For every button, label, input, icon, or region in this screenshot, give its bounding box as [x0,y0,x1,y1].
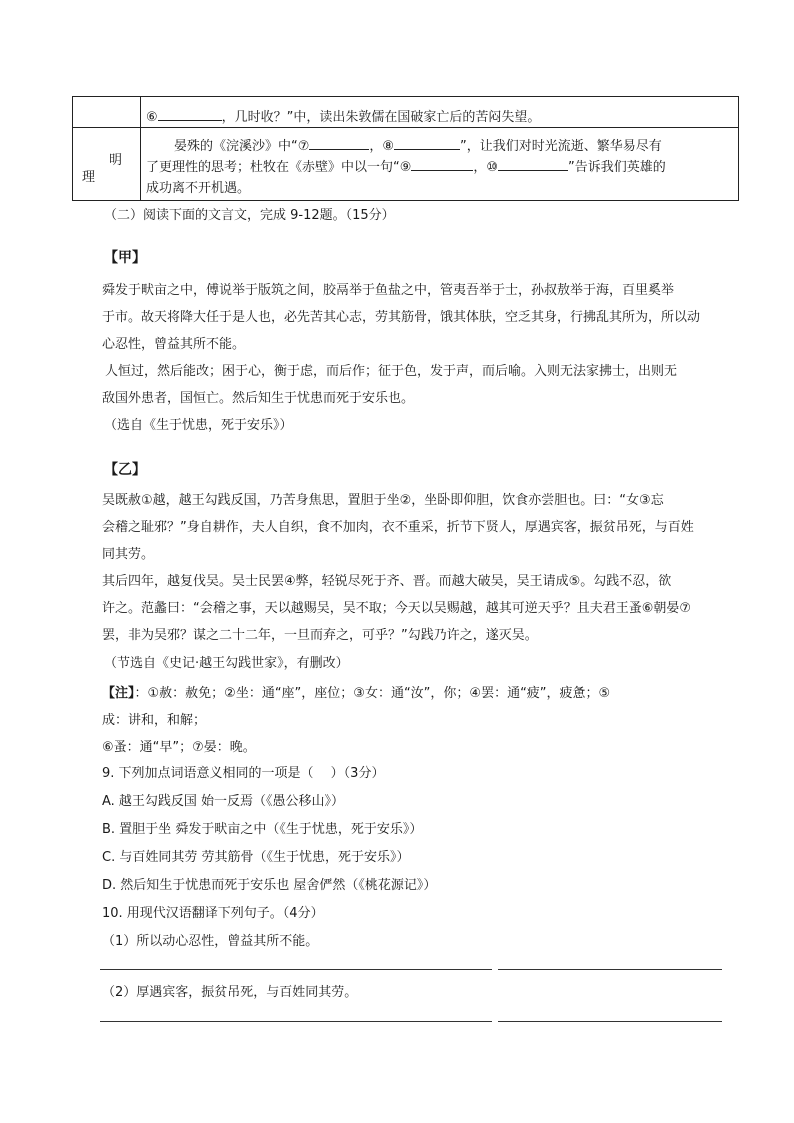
answer-line[interactable] [498,969,722,970]
note-line-3: ⑥蚤：通“早”；⑦晏：晚。 [102,740,256,755]
label-li: 理 [82,170,96,185]
notes [102,680,610,761]
row2-line3: 成功离不开机遇。 [146,181,251,196]
row2-line1-a: 晏殊的《浣溪沙》中“⑦ [174,139,310,154]
yi-p2-line: 罢，非为吴邪？谋之二十二年，一旦而弃之，可乎？”勾践乃许之，遂灭吴。 [102,628,538,643]
row2-line2-c: ”告诉我们英雄的 [568,160,666,175]
q9-option-a[interactable]: A. 越王勾践反国 始一反焉（《愚公移山》） [102,794,345,809]
yi-p1-line: 吴既赦①越，越王勾践反国，乃苦身焦思，置胆于坐②，坐卧即仰胆，饮食亦尝胆也。曰：“女③忘 [102,493,664,508]
answer-blank-9[interactable] [411,158,473,171]
yi-label: 【乙】 [104,462,146,478]
yi-p2-line: 许之。范蠡曰：“会稽之事，天以越赐吴，吴不取；今天以吴赐越，越其可逆天乎？且夫君王蚤⑥朝晏⑦ [102,601,692,616]
table-row1-content [141,97,739,128]
q10-sentence-2: （2）厚遇宾客，振贫吊死，与百姓同其劳。 [102,985,358,1000]
jia-p1-line: 心忍性，曾益其所不能。 [102,337,246,352]
row2-line1-c: ”，让我们对时光流逝、繁华易尽有 [460,139,662,154]
poetry-table [72,96,739,201]
row1-rest: ，几时收？”中，读出朱敦儒在国破家亡后的苦闷失望。 [221,110,541,125]
jia-p2-line: 人恒过，然后能改；困于心，衡于虑，而后作；征于色，发于声，而后喻。入则无法家拂士，出则无 [105,364,678,379]
yi-paragraph-2 [102,568,691,649]
table-row2-content [141,128,739,201]
q9-option-d[interactable]: D. 然后知生于忧患而死于安乐也 屋舍俨然（《桃花源记》） [102,878,437,893]
label-ming: 明 [109,153,123,168]
jia-p1-line: 于市。故天将降大任于是人也，必先苦其心志，劳其筋骨，饿其体肤，空乏其身，行拂乱其所为，所以动 [102,310,701,325]
section-title: （二）阅读下面的文言文，完成 9-12题。（15分） [104,208,395,223]
question-10 [102,900,324,956]
answer-line[interactable] [100,969,492,970]
row2-line1-b: ，⑧ [369,139,395,154]
yi-p1-line: 同其劳。 [102,547,155,562]
jia-label: 【甲】 [104,250,146,266]
yi-paragraph-1 [102,487,694,568]
jia-paragraph-2 [102,358,677,412]
jia-paragraph-1 [102,277,700,358]
note-line-1: ：①赦：赦免；②坐：通“座”，座位；③女：通“汝”，你；④罢：通“疲”，疲惫；⑤ [134,686,611,701]
jia-p1-line: 舜发于畎亩之中，傅说举于版筑之间，胶鬲举于鱼盐之中，管夷吾举于士，孙叔敖举于海，百里奚举 [102,283,675,298]
q10-stem: 10. 用现代汉语翻译下列句子。（4分） [102,906,324,921]
answer-blank-6[interactable] [158,108,222,121]
jia-p2-line: 敌国外患者，国恒亡。然后知生于忧患而死于安乐也。 [102,391,415,406]
question-9 [102,760,436,900]
yi-p2-line: 其后四年，越复伐吴。吴士民罢④弊，轻锐尽死于齐、晋。而越大破吴，吴王请成⑤。勾践不忍，欲 [102,574,672,589]
answer-blank-10[interactable] [498,158,568,171]
yi-p1-line: 会稽之耻邪？”身自耕作，夫人自织，食不加肉，衣不重采，折节下贤人，厚遇宾客，振贫吊死，与百姓 [102,520,694,535]
answer-blank-8[interactable] [394,137,460,150]
yi-source: （节选自《史记·越王勾践世家》，有删改） [104,656,349,671]
row2-line2-a: 了更理性的思考；杜牧在《赤壁》中以一句“⑨ [146,160,412,175]
row2-line2-b: ，⑩ [473,160,499,175]
table-row2-label-cell [73,128,141,201]
jia-source: （选自《生于忧患，死于安乐》） [104,418,293,433]
q9-option-c[interactable]: C. 与百姓同其劳 劳其筋骨（《生于忧患，死于安乐》） [102,850,410,865]
note-label: 【注】 [102,686,135,701]
answer-line[interactable] [498,1021,722,1022]
table-row1-label-cell [73,97,141,128]
answer-line[interactable] [100,1021,492,1022]
q10-sentence-1: （1）所以动心忍性，曾益其所不能。 [102,934,319,949]
q9-option-b[interactable]: B. 置胆于坐 舜发于畎亩之中（《生于忧患，死于安乐》） [102,822,423,837]
q9-stem: 9. 下列加点词语意义相同的一项是（ ）（3分） [102,766,385,781]
answer-blank-7[interactable] [309,137,369,150]
row1-prefix: ⑥ [146,110,158,125]
note-line-2: 成：讲和，和解； [102,713,207,728]
